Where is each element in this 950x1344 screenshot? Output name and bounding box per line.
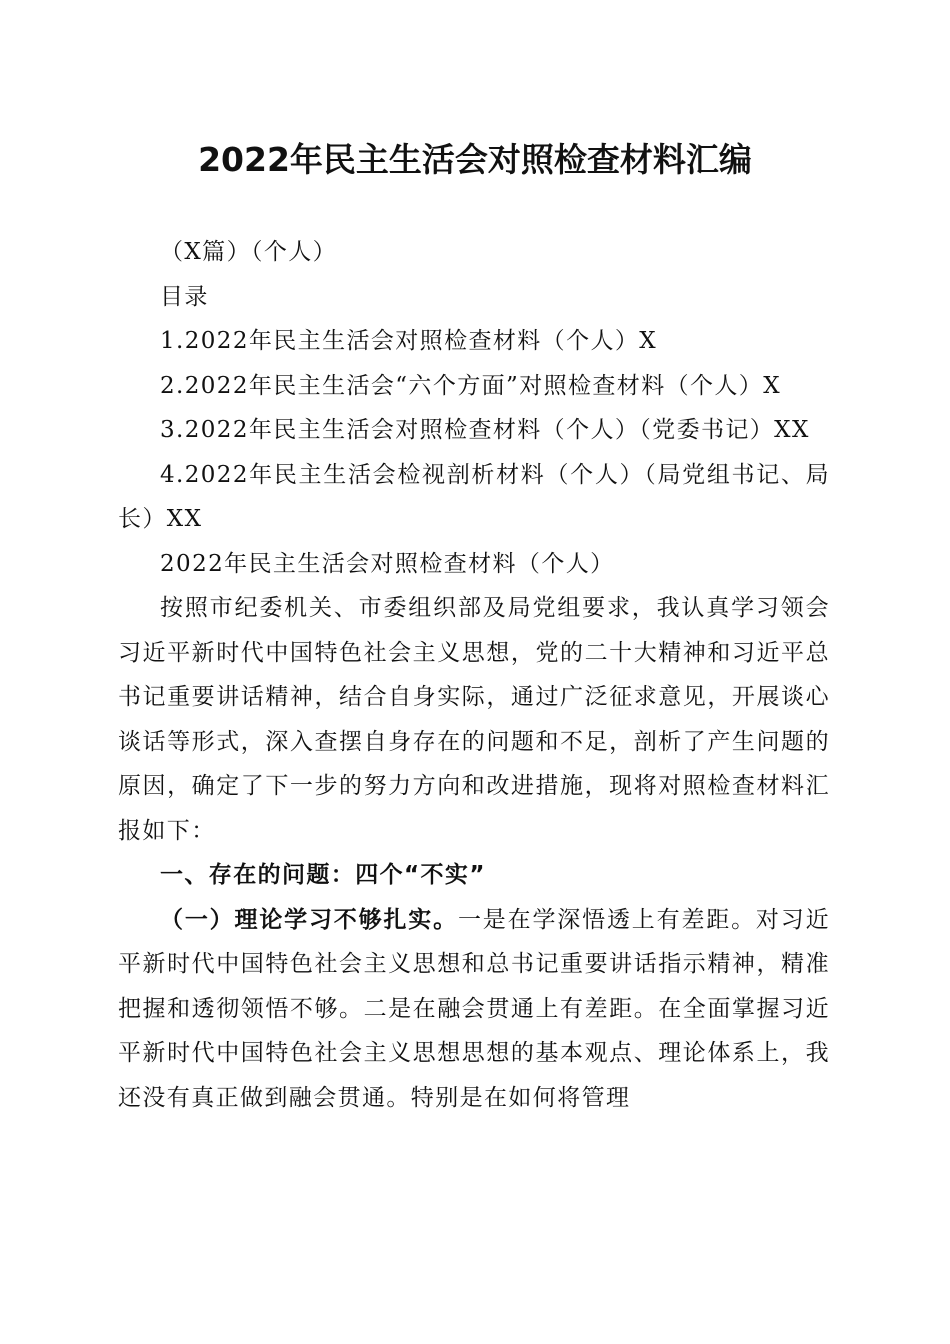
subsection-lead: （一）理论学习不够扎实。 <box>160 906 458 933</box>
toc-label: 目录 <box>160 283 209 310</box>
document-body <box>118 230 830 1120</box>
toc-item-2: 2.2022年民主生活会“六个方面”对照检查材料（个人）X <box>160 372 781 399</box>
subsection-body: 一是在学深悟透上有差距。对习近平新时代中国特色社会主义思想和总书记重要讲话指示精神，精准把握和透彻领悟不够。二是在融会贯通上有差距。在全面掌握习近平新时代中国特色社会主义思想思想的基本观点、理论体系上，我还没有真正做到融会贯通。特别是在如何将管理 <box>118 906 830 1111</box>
toc-item-1: 1.2022年民主生活会对照检查材料（个人）X <box>160 328 658 354</box>
toc-item-3: 3.2022年民主生活会对照检查材料（个人）（党委书记）XX <box>160 417 810 443</box>
intro-paragraph: 按照市纪委机关、市委组织部及局党组要求，我认真学习领会习近平新时代中国特色社会主义思想，党的二十大精神和习近平总书记重要讲话精神，结合自身实际，通过广泛征求意见，开展谈心谈话等形式，深入查摆自身存在的问题和不足，剖析了产生问题的原因，确定了下一步的努力方向和改进措施，现将对照检查材料汇报如下： <box>118 595 830 844</box>
subsection-paragraph <box>118 898 830 1121</box>
toc-item-4: 4.2022年民主生活会检视剖析材料（个人）（局党组书记、局长）XX <box>118 461 830 532</box>
article-title: 2022年民主生活会对照检查材料（个人） <box>160 550 615 577</box>
section-heading: 一、存在的问题：四个“不实” <box>160 862 486 888</box>
document-title: 2022年民主生活会对照检查材料汇编 <box>198 140 752 179</box>
document-subtitle: （X篇）（个人） <box>160 239 338 265</box>
